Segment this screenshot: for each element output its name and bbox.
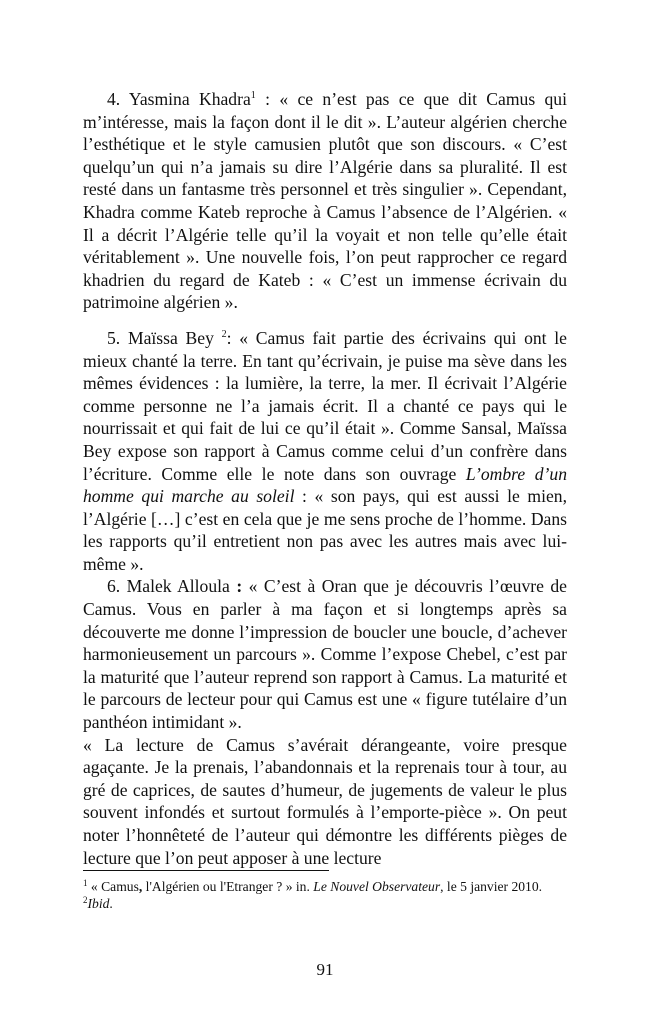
paragraph-lead: 6. Malek Alloula (107, 576, 237, 597)
footnote-source: Le Nouvel Observateur (313, 879, 441, 894)
footnote-period: . (109, 895, 113, 911)
footnote-ibid: Ibid (87, 895, 110, 911)
page-number: 91 (316, 960, 334, 979)
paragraph-maissa-bey (83, 327, 567, 576)
footnote-ref-2[interactable]: 2 (221, 328, 227, 340)
footnote-text: « Camus (87, 879, 139, 894)
footnote-ref-1[interactable]: 1 (250, 90, 256, 101)
footnote-number: 2 (83, 894, 88, 905)
paragraph-yasmina-khadra (83, 88, 567, 314)
footnote-text: l'Algérien ou l'Etranger ? » in. (142, 879, 314, 894)
footnotes (83, 870, 567, 913)
bold-colon: : (236, 576, 243, 597)
paragraph-text: « C’est à Oran que je découvris l’œuvre de Camus. Vous en parler à ma façon et si longtemps après sa découverte me donne l’impression de boucler une boucle, d’achever harmonieusement un parcours ». Comme l’expose Chebel, c’est par la maturité que l’auteur reprend son rapport à Camus. La maturité et le parcours de lecteur pour qui Camus est une « figure tutélaire d’un panthéon intimidant ». (83, 576, 567, 733)
footnote-1 (83, 879, 567, 896)
page-body (83, 88, 567, 869)
paragraph-text: « La lecture de Camus s’avérait dérangeante, voire presque agaçante. Je la prenais, l’abandonnais et la reprenais tour à tour, au gré de caprices, de sautes d’humeur, de jugements de valeur le plus souvent infondés et surtout formulés à l’emporte-pièce ». On peut noter l’honnêteté de l’auteur qui démontre les différents pièges de lecture que l’on peut apposer à une lecture (83, 734, 567, 868)
paragraph-text: : « son pays, qui est aussi le mien, l’Algérie […] c’est en cela que je me sens proche de l’homme. Dans les rapports qu’il entretient non pas avec les autres mais avec lui-même ». (83, 486, 567, 574)
footnote-bold-comma: , (138, 879, 143, 894)
book-title: L’ombre d’un homme qui marche au soleil (83, 463, 567, 507)
footnote-text: , le 5 janvier 2010. (440, 879, 543, 894)
paragraph-text: : « Camus fait partie des écrivains qui ont le mieux chanté la terre. En tant qu’écrivain, je puise ma sève dans les mêmes évidences : la lumière, la terre, la mer. Il écrivait l’Algérie comme personne ne l’a jamais écrit. Il a chanté ce pays qui le nourrissait et qui fait de lui ce qu’il était ». Comme Sansal, Maïssa Bey expose son rapport à Camus comme celui d’un confrère dans l’écriture. Comme elle le note dans son ouvrage (83, 327, 567, 484)
footnote-divider (83, 870, 329, 871)
paragraph-lead: 4. Yasmina Khadra (107, 89, 251, 109)
paragraph-text: : « ce n’est pas ce que dit Camus qui m’intéresse, mais la façon dont il le dit ». L’auteur algérien cherche l’esthétique et le style camusien plutôt que son discours. « C’est quelqu’un qui n’a jamais su dire l’Algérie dans sa pluralité. Il est resté dans un fantasme très personnel et très singulier ». Cependant, Khadra comme Kateb reproche à Camus l’absence de l’Algérien. « Il a décrit l’Algérie telle qu’il la voyait et non telle qu’elle était véritablement ». Une nouvelle fois, l’on peut rapprocher ce regard khadrien du regard de Kateb : « C’est un immense écrivain du patrimoine algérien ». (83, 89, 567, 313)
footnote-2 (83, 896, 567, 913)
paragraph-quote (83, 734, 567, 870)
paragraph-malek-alloula (83, 575, 567, 733)
footnote-number: 1 (83, 878, 88, 888)
paragraph-lead: 5. Maïssa Bey (107, 327, 222, 348)
